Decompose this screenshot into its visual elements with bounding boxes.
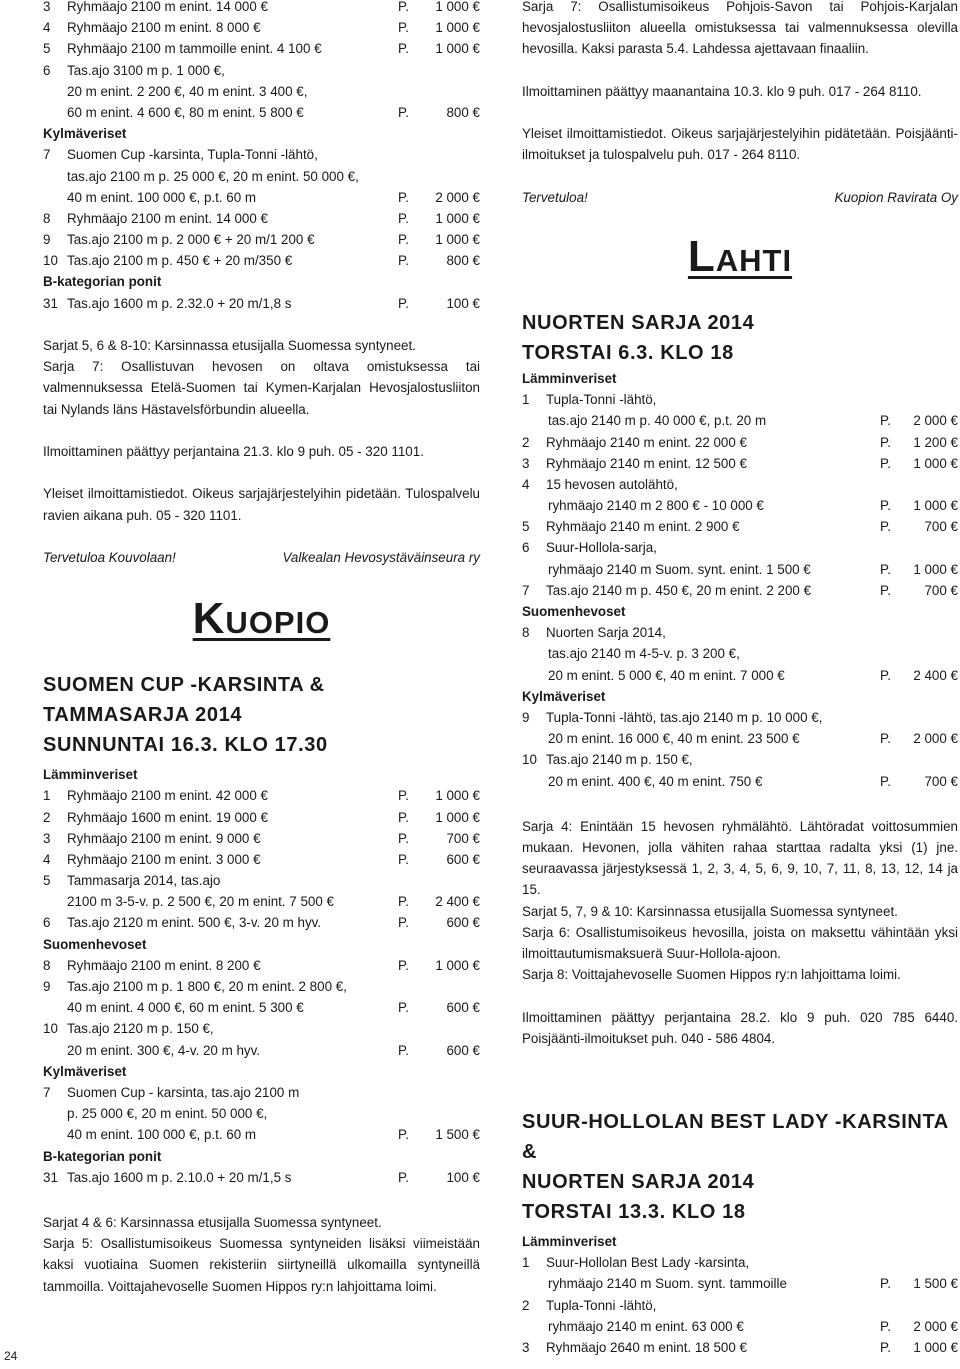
registration-deadline-lahti: Ilmoittaminen päättyy perjantaina 28.2. klo 9 puh. 020 785 6440. Poisjäänti-ilmoitukset puh. 040 - 586 4804.	[522, 1009, 958, 1046]
race-row	[43, 955, 480, 976]
race-number: 9	[43, 979, 51, 995]
prize-label: P.	[398, 41, 409, 57]
prize-label: P.	[880, 1276, 891, 1292]
race-list-suomenhevoset	[43, 955, 480, 1061]
prize-label: P.	[880, 498, 891, 514]
race-description: Ryhmäajo 2100 m enint. 8 000 €	[67, 20, 261, 36]
section-heading-b-kategoria-2: B-kategorian ponit	[43, 1148, 162, 1164]
prize-amount: 600 €	[446, 915, 480, 931]
race-number: 3	[43, 0, 51, 14]
race-number: 4	[43, 20, 51, 36]
race-row	[522, 410, 958, 431]
race-description: 40 m enint. 100 000 €, p.t. 60 m	[67, 1127, 257, 1143]
prize-label: P.	[398, 1042, 409, 1058]
event-title-line: TAMMASARJA 2014	[43, 704, 243, 727]
race-description: Tammasarja 2014, tas.ajo	[67, 873, 221, 889]
prize-label: P.	[398, 851, 409, 867]
race-description: tas.ajo 2140 m 4-5-v. p. 3 200 €,	[548, 646, 740, 662]
race-number: 6	[43, 915, 51, 931]
race-description: Tupla-Tonni -lähtö,	[546, 1297, 657, 1313]
note-sarja-4: Sarja 4: Enintään 15 hevosen ryhmälähtö. Lähtöradat voittosummien mukaan. Hevonen, jolla vähiten rahaa starttaa radalta yksi (1) jne. seuraavassa järjestyksessä 1, 2, 3, 4, 5, 6, 9, 10, 7, 11, 8, 13, 12, 14 ja 15.	[522, 818, 958, 898]
section-heading-kylmaveriset: Kylmäveriset	[522, 688, 606, 704]
race-description: Ryhmäajo 2100 m enint. 3 000 €	[67, 851, 261, 867]
prize-amount: 1 500 €	[435, 1127, 480, 1143]
race-description: Ryhmäajo 2640 m enint. 18 500 €	[546, 1339, 747, 1355]
section-heading-kylmaveriset-2: Kylmäveriset	[43, 1063, 127, 1079]
race-row	[522, 580, 958, 601]
prize-amount: 1 000 €	[435, 232, 480, 248]
race-number: 7	[522, 582, 530, 598]
prize-label: P.	[398, 957, 409, 973]
prize-amount: 2 400 €	[913, 667, 958, 683]
race-row	[43, 0, 480, 17]
race-row	[43, 976, 480, 997]
note-sarja-6: Sarja 6: Osallistumisoikeus hevosilla, joista on maksettu vähintään yksi ilmoittautumismaksuerä Suur-Hollola-ajoon.	[522, 924, 958, 961]
race-row	[43, 1082, 480, 1103]
race-description: Tas.ajo 2120 m p. 150 €,	[67, 1021, 214, 1037]
race-list-lamminveriset	[43, 785, 480, 933]
race-number: 31	[43, 1169, 58, 1185]
section-heading-lamminveriset: Lämminveriset	[522, 370, 617, 386]
race-row	[43, 870, 480, 891]
prize-amount: 1 000 €	[435, 788, 480, 804]
race-number: 3	[522, 455, 530, 471]
race-row	[522, 495, 958, 516]
race-number: 10	[522, 752, 537, 768]
race-row	[522, 1337, 958, 1358]
race-number: 8	[522, 625, 530, 641]
prize-amount: 1 000 €	[913, 561, 958, 577]
prize-label: P.	[398, 189, 409, 205]
prize-label: P.	[398, 295, 409, 311]
section-heading-kylmaveriset: Kylmäveriset	[43, 126, 127, 142]
prize-label: P.	[880, 519, 891, 535]
race-description: Ryhmäajo 2100 m enint. 8 200 €	[67, 957, 261, 973]
race-row	[522, 537, 958, 558]
race-row	[43, 38, 480, 59]
race-description: ryhmäajo 2140 m 2 800 € - 10 000 €	[548, 498, 764, 514]
section-heading-lamminveriset-2: Lämminveriset	[522, 1233, 617, 1249]
race-row	[522, 1273, 958, 1294]
organizer-name: Kuopion Ravirata Oy	[834, 189, 958, 205]
race-row	[43, 208, 480, 229]
race-number: 5	[43, 41, 51, 57]
race-number: 6	[522, 540, 530, 556]
race-row	[43, 166, 480, 187]
race-description: 2100 m 3-5-v. p. 2 500 €, 20 m enint. 7 500 €	[67, 894, 334, 910]
race-description: Suur-Hollola-sarja,	[546, 540, 657, 556]
event-title-lahti	[522, 308, 958, 368]
prize-amount: 800 €	[446, 253, 480, 269]
race-number: 8	[43, 210, 51, 226]
race-description: Ryhmäajo 1600 m enint. 19 000 €	[67, 809, 268, 825]
prize-label: P.	[398, 232, 409, 248]
race-row	[43, 997, 480, 1018]
race-row	[43, 1103, 480, 1124]
prize-amount: 1 000 €	[913, 1339, 958, 1355]
race-row	[522, 771, 958, 792]
race-description: ryhmäajo 2140 m enint. 63 000 €	[548, 1318, 744, 1334]
prize-amount: 1 000 €	[435, 210, 480, 226]
race-description: Tas.ajo 2100 m p. 2 000 € + 20 m/1 200 €	[67, 232, 315, 248]
prize-amount: 1 000 €	[435, 41, 480, 57]
prize-amount: 2 000 €	[913, 413, 958, 429]
race-row	[43, 1018, 480, 1039]
prize-label: P.	[880, 413, 891, 429]
event-date-line: TORSTAI 6.3. KLO 18	[522, 341, 734, 364]
race-row	[43, 1040, 480, 1061]
section-heading-b-kategoria: B-kategorian ponit	[43, 274, 162, 290]
race-description: 60 m enint. 4 600 €, 80 m enint. 5 800 €	[67, 104, 304, 120]
race-row	[522, 728, 958, 749]
race-row	[522, 1252, 958, 1273]
race-row	[43, 807, 480, 828]
race-number: 6	[43, 62, 51, 78]
prize-amount: 1 000 €	[913, 455, 958, 471]
race-description: Ryhmäajo 2100 m enint. 42 000 €	[67, 788, 268, 804]
race-list-kylmaveriset-2	[43, 1082, 480, 1146]
race-description: Nuorten Sarja 2014,	[546, 625, 666, 641]
race-number: 7	[43, 147, 51, 163]
event-title-kuopio	[43, 670, 480, 760]
race-description: Suomen Cup -karsinta, Tupla-Tonni -lähtö,	[67, 147, 318, 163]
race-number: 7	[43, 1084, 51, 1100]
race-row	[43, 81, 480, 102]
race-row	[43, 828, 480, 849]
race-row	[43, 1167, 480, 1188]
prize-amount: 2 000 €	[435, 189, 480, 205]
race-row	[522, 707, 958, 728]
race-description: 40 m enint. 4 000 €, 60 m enint. 5 300 €	[67, 1000, 304, 1016]
race-description: Ryhmäajo 2140 m enint. 2 900 €	[546, 519, 740, 535]
prize-amount: 2 400 €	[435, 894, 480, 910]
prize-amount: 600 €	[446, 851, 480, 867]
race-row	[43, 102, 480, 123]
race-number: 1	[43, 788, 51, 804]
prize-label: P.	[398, 809, 409, 825]
race-number: 5	[522, 519, 530, 535]
race-row	[522, 559, 958, 580]
race-description: tas.ajo 2100 m p. 25 000 €, 20 m enint. 50 000 €,	[67, 168, 359, 184]
prize-label: P.	[398, 894, 409, 910]
race-number: 2	[522, 1297, 530, 1313]
race-row	[43, 250, 480, 271]
prize-label: P.	[398, 210, 409, 226]
race-list-suomenhevoset-lahti	[522, 622, 958, 686]
prize-label: P.	[398, 1000, 409, 1016]
race-number: 31	[43, 295, 58, 311]
race-row	[522, 1295, 958, 1316]
race-description: ryhmäajo 2140 m Suom. synt. tammoille	[548, 1276, 787, 1292]
race-row	[43, 17, 480, 38]
race-description: Ryhmäajo 2100 m enint. 9 000 €	[67, 830, 261, 846]
race-row	[43, 849, 480, 870]
prize-amount: 1 000 €	[435, 20, 480, 36]
prize-label: P.	[398, 1169, 409, 1185]
race-description: tas.ajo 2140 m p. 40 000 €, p.t. 20 m	[548, 413, 767, 429]
race-row	[43, 785, 480, 806]
race-description: Ryhmäajo 2140 m enint. 22 000 €	[546, 434, 747, 450]
prize-amount: 100 €	[446, 1169, 480, 1185]
prize-amount: 1 000 €	[435, 957, 480, 973]
race-description: Tas.ajo 1600 m p. 2.32.0 + 20 m/1,8 s	[67, 295, 292, 311]
welcome-text: Tervetuloa!	[522, 189, 588, 205]
race-number: 9	[43, 232, 51, 248]
organizer-name: Valkealan Hevosystäväinseura ry	[282, 549, 480, 565]
prize-label: P.	[880, 455, 891, 471]
race-row	[43, 912, 480, 933]
race-number: 9	[522, 709, 530, 725]
race-description: p. 25 000 €, 20 m enint. 50 000 €,	[67, 1106, 268, 1122]
prize-label: P.	[880, 731, 891, 747]
race-row	[522, 749, 958, 770]
prize-amount: 2 000 €	[913, 1318, 958, 1334]
prize-amount: 800 €	[446, 104, 480, 120]
race-row	[43, 229, 480, 250]
event-title-lahti-2	[522, 1107, 958, 1227]
race-number: 10	[43, 253, 58, 269]
race-description: ryhmäajo 2140 m Suom. synt. enint. 1 500 €	[548, 561, 811, 577]
race-number: 10	[43, 1021, 58, 1037]
race-list-b-kategoria-2	[43, 1167, 480, 1188]
welcome-line-kuopio	[522, 187, 958, 208]
race-description: Tas.ajo 3100 m p. 1 000 €,	[67, 62, 225, 78]
race-list-lamminveriset-lahti-2	[522, 1252, 958, 1358]
race-row	[43, 1124, 480, 1145]
race-row	[43, 60, 480, 81]
general-info: Yleiset ilmoittamistiedot. Oikeus sarjajärjestelyihin pidetään. Tulospalvelu ravien aikana puh. 05 - 320 1101.	[43, 486, 480, 523]
prize-amount: 100 €	[446, 295, 480, 311]
city-heading-lahti: Lahti	[687, 231, 793, 281]
event-date-line: SUNNUNTAI 16.3. KLO 17.30	[43, 734, 328, 757]
race-description: Ryhmäajo 2100 m tammoille enint. 4 100 €	[67, 41, 322, 57]
prize-label: P.	[398, 253, 409, 269]
prize-amount: 600 €	[446, 1042, 480, 1058]
prize-amount: 700 €	[446, 830, 480, 846]
race-description: Tas.ajo 2100 m p. 1 800 €, 20 m enint. 2 800 €,	[67, 979, 347, 995]
race-description: Ryhmäajo 2100 m enint. 14 000 €	[67, 0, 268, 14]
registration-deadline: Ilmoittaminen päättyy perjantaina 21.3. klo 9 puh. 05 - 320 1101.	[43, 444, 424, 459]
prize-label: P.	[880, 434, 891, 450]
race-number: 2	[522, 434, 530, 450]
race-description: 40 m enint. 100 000 €, p.t. 60 m	[67, 189, 257, 205]
prize-label: P.	[398, 104, 409, 120]
welcome-line	[43, 547, 480, 568]
race-description: 20 m enint. 400 €, 40 m enint. 750 €	[548, 773, 763, 789]
prize-label: P.	[398, 830, 409, 846]
note-sarja-7: Sarja 7: Osallistuvan hevosen on oltava omistuksessa tai valmennuksessa Etelä-Suomen tai Kymen-Karjalan Hevosjalostusliiton tai Nylands läns Hästavelsförbundin alueella.	[43, 359, 480, 417]
race-list-lamminveriset-lahti	[522, 389, 958, 601]
race-description: Suur-Hollolan Best Lady -karsinta,	[546, 1255, 750, 1271]
registration-deadline-kuopio: Ilmoittaminen päättyy maanantaina 10.3. klo 9 puh. 017 - 264 8110.	[522, 83, 922, 99]
event-title-line: SUOMEN CUP -KARSINTA &	[43, 674, 325, 697]
race-row	[43, 293, 480, 314]
race-description: Tas.ajo 1600 m p. 2.10.0 + 20 m/1,5 s	[67, 1169, 292, 1185]
race-number: 3	[522, 1339, 530, 1355]
race-description: Tupla-Tonni -lähtö,	[546, 392, 657, 408]
event-title-line: NUORTEN SARJA 2014	[522, 1170, 755, 1193]
race-row	[522, 432, 958, 453]
race-list-top	[43, 0, 480, 123]
right-column	[522, 0, 958, 1358]
prize-amount: 1 200 €	[913, 434, 958, 450]
race-description: Tas.ajo 2140 m p. 450 €, 20 m enint. 2 200 €	[546, 582, 812, 598]
race-description: Tas.ajo 2120 m enint. 500 €, 3-v. 20 m hyv.	[67, 915, 322, 931]
prize-amount: 700 €	[924, 519, 958, 535]
race-description: Ryhmäajo 2100 m enint. 14 000 €	[67, 210, 268, 226]
event-title-line: NUORTEN SARJA 2014	[522, 311, 755, 334]
race-number: 4	[43, 851, 51, 867]
prize-amount: 700 €	[924, 773, 958, 789]
event-date-line: TORSTAI 13.3. KLO 18	[522, 1200, 746, 1223]
race-list-kylmaveriset	[43, 144, 480, 271]
race-number: 5	[43, 873, 51, 889]
prize-amount: 2 000 €	[913, 731, 958, 747]
prize-label: P.	[880, 1318, 891, 1334]
race-list-kylmaveriset-lahti	[522, 707, 958, 792]
race-description: 20 m enint. 2 200 €, 40 m enint. 3 400 €,	[67, 83, 308, 99]
note-sarja-5: Sarja 5: Osallistumisoikeus Suomessa syntyneiden lisäksi viimeistään kaksi vuotiaina Suomen rekisteriin siirtyneillä ulkomailla syntyneillä tammoilla. Voittajahevoselle Suomen Hippos ry:n lahjoittama loimi.	[43, 1236, 480, 1294]
prize-label: P.	[398, 788, 409, 804]
note-sarjat-5-7-9-10: Sarjat 5, 7, 9 & 10: Karsinnassa etusijalla Suomessa syntyneet.	[522, 903, 898, 919]
race-description: Tas.ajo 2140 m p. 150 €,	[546, 752, 693, 768]
race-description: 20 m enint. 5 000 €, 40 m enint. 7 000 €	[548, 667, 785, 683]
race-description: 15 hevosen autolähtö,	[546, 476, 678, 492]
prize-label: P.	[880, 667, 891, 683]
prize-amount: 1 000 €	[913, 498, 958, 514]
race-row	[43, 891, 480, 912]
race-row	[43, 144, 480, 165]
race-description: Ryhmäajo 2140 m enint. 12 500 €	[546, 455, 747, 471]
prize-label: P.	[398, 915, 409, 931]
race-row	[522, 389, 958, 410]
welcome-text: Tervetuloa Kouvolaan!	[43, 549, 176, 565]
race-description: Suomen Cup - karsinta, tas.ajo 2100 m	[67, 1084, 300, 1100]
race-number: 4	[522, 476, 530, 492]
city-heading-kuopio: Kuopio	[192, 594, 331, 644]
prize-label: P.	[398, 0, 409, 14]
note-sarja-7-kuopio: Sarja 7: Osallistumisoikeus Pohjois-Savon tai Pohjois-Karjalan hevosjalostusliiton alueella omistuksessa tai valmennuksessa olevilla hevosilla. Kaksi parasta 5.4. Lahdessa ajettavaan finaaliin.	[522, 0, 958, 57]
race-number: 1	[522, 392, 530, 408]
prize-label: P.	[398, 1127, 409, 1143]
race-row	[522, 1316, 958, 1337]
general-info-kuopio: Yleiset ilmoittamistiedot. Oikeus sarjajärjestelyihin pidätetään. Poisjäänti-ilmoitukset ja tulospalvelu puh. 017 - 264 8110.	[522, 126, 958, 163]
page-number: 24	[4, 1349, 18, 1363]
race-row	[522, 622, 958, 643]
prize-label: P.	[880, 561, 891, 577]
race-description: 20 m enint. 16 000 €, 40 m enint. 23 500 €	[548, 731, 800, 747]
prize-amount: 600 €	[446, 1000, 480, 1016]
race-description: Tupla-Tonni -lähtö, tas.ajo 2140 m p. 10 000 €,	[546, 709, 823, 725]
section-heading-lamminveriset: Lämminveriset	[43, 767, 138, 783]
section-heading-suomenhevoset: Suomenhevoset	[43, 936, 147, 952]
race-number: 2	[43, 809, 51, 825]
race-row	[522, 474, 958, 495]
race-row	[522, 516, 958, 537]
prize-amount: 1 000 €	[435, 809, 480, 825]
note-sarjat-4-6: Sarjat 4 & 6: Karsinnassa etusijalla Suomessa syntyneet.	[43, 1214, 382, 1230]
race-description: 20 m enint. 300 €, 4-v. 20 m hyv.	[67, 1042, 261, 1058]
prize-amount: 1 000 €	[435, 0, 480, 14]
note-sarjat-5-6-8-10: Sarjat 5, 6 & 8-10: Karsinnassa etusijalla Suomessa syntyneet.	[43, 338, 416, 353]
race-description: Tas.ajo 2100 m p. 450 € + 20 m/350 €	[67, 253, 293, 269]
prize-label: P.	[880, 773, 891, 789]
race-row	[522, 665, 958, 686]
prize-amount: 700 €	[924, 582, 958, 598]
left-column	[43, 0, 480, 1297]
race-number: 3	[43, 830, 51, 846]
prize-label: P.	[880, 1339, 891, 1355]
race-row	[522, 453, 958, 474]
section-heading-suomenhevoset: Suomenhevoset	[522, 604, 626, 620]
prize-label: P.	[880, 582, 891, 598]
event-title-line: SUUR-HOLLOLAN BEST LADY -KARSINTA &	[522, 1110, 949, 1163]
prize-label: P.	[398, 20, 409, 36]
race-row	[522, 643, 958, 664]
note-sarja-8: Sarja 8: Voittajahevoselle Suomen Hippos ry:n lahjoittama loimi.	[522, 967, 901, 983]
prize-amount: 1 500 €	[913, 1276, 958, 1292]
race-number: 1	[522, 1255, 530, 1271]
race-number: 8	[43, 957, 51, 973]
race-list-b-kategoria	[43, 293, 480, 314]
race-row	[43, 187, 480, 208]
